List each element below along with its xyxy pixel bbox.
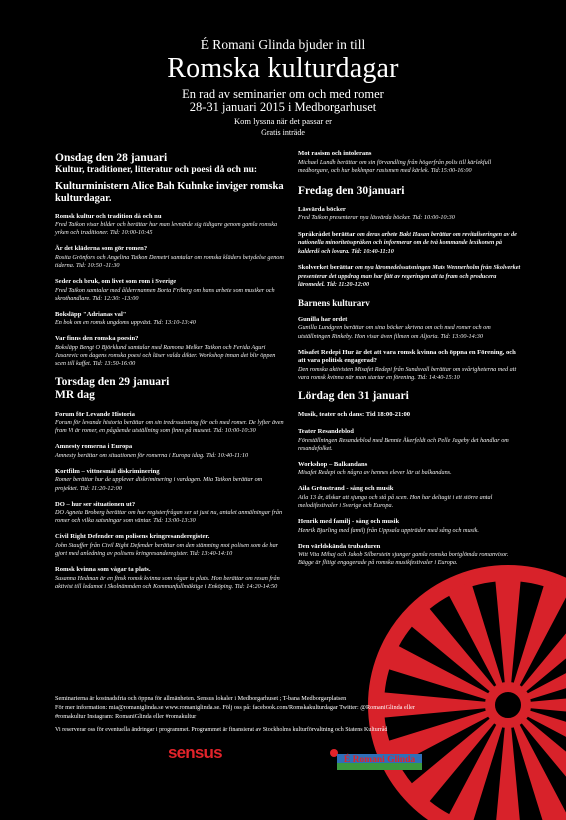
event: Boksläpp "Adrianas val" En bok om en romsk ungdoms uppväxt. Tid: 13:10-13:40 (55, 310, 196, 327)
day-heading-saturday: Lördag den 31 januari (298, 389, 409, 402)
event: Aila Grönstrand - sång och musik Aila 13 år, älskar att sjunga och stå på scen. Hon har deltagit i ett större antal melodifestivaler i Sverige och Europa. (298, 485, 493, 509)
event: Skolverket berättar om nya läromedelssatsningen Mats Wennerholm från Skolverket presenterar det uppdrag man har fått av regeringen att ta fram och producera läromedel. Tid: 11:20-12:00 (298, 264, 521, 289)
event: Var finns den romska poesin? Boksläpp Bengt O Björklund samtalar med Ramona Melker Taikon och Ferida Aguri Jasarevic om dagens romska poesi och läser valda dikter. Workshop innan det blir öppen scen till kaffet. Tid: 13:50-16:00 (55, 335, 276, 368)
sensus-logo: sensus (168, 743, 222, 762)
day-heading-wednesday: Onsdag den 28 januari (55, 152, 168, 164)
free-entry: Gratis inträde (261, 128, 305, 137)
event: Workshop – Balkandans Misafet Redepi och några av hennes elever lär ut balkandans. (298, 460, 452, 477)
day-theme: Kultur, traditioner, litteratur och poesi då och nu: (55, 165, 258, 176)
event: Den världskända trubaduren Witt Vita Mihaj och Jakob Silberstein sjunger gamla romska bortglömda romanvisor. Bägge är flitigt engagerade på romska musikfestivaler i Europa. (298, 542, 509, 567)
day-theme-mr: MR dag (55, 389, 95, 402)
section-barnens-kulturarv: Barnens kulturarv (298, 297, 370, 308)
event: Amnesty romerna i Europa Amnesty berättar om situationen för romerna i Europa idag. Tid: 10:40-11:10 (55, 443, 249, 459)
event: DO – hur ser situationen ut? DO Agneta Broberg berättar om hur registerfrågan ser ut just nu, antalet anmälningar från romer och vilka satsningar som väntar. Tid: 13:00-13:30 (55, 500, 283, 525)
saturday-theme: Musik, teater och dans: Tid 18:00-21:00 (298, 411, 411, 419)
event: Språkrådet berättar om deras arbete Bakt Hasan berättar om revitaliseringen av de nationella minoritetsspråken och informerar om de två kommande lexikonen på kalderdš och lovara. Tid: 10:40-11:10 (298, 230, 517, 255)
footer-contact: För mer information: mia@romaniglinda.se www.romaniglinda.se. Följ oss på: facebook.com/Romskakulturdagar Twitter: @RomaniGlinda eller (55, 703, 415, 711)
poster-title: Romska kulturdagar (167, 53, 399, 84)
event: Seder och bruk, om livet som rom i Sverige Fred Taikon samtalar med ålderrnannen Borta Friberg om hans arbete som musiker och skrothandlare. Tid: 12:30: -13:00 (55, 278, 275, 302)
minister-line: Kulturministern Alice Bah Kuhnke inviger romska kulturdagar. (55, 180, 284, 204)
event: Romsk kultur och tradition då och nu Fred Taikon visar bilder och berättar hur man levnärde sig tidigare genom gamla romska yrken och traditioner. Tid: 10:00-10:45 (55, 212, 278, 237)
intro-line: É Romani Glinda bjuder in till (200, 37, 366, 52)
event: Romsk kvinna som vågar ta plats. Susanna Hedman är en finsk romsk kvinna som vågar ta plats. Hon berättar om resan från aktivist till ledamot i Skolnämnden och Kommunfullmäktige i Enköping. Tid: 14:20-14:50 (55, 565, 280, 590)
footer-disclaimer: Vi reserverar oss för eventuella ändringar i programmet. Programmet är finansierat av Stockholms kulturförvaltning och Statens Kulturråd (55, 727, 388, 733)
event: Teater Resandeblod Föreställningen Resandeblod med Bennie Åkerfeldt och Pelle Jageby det handlar om resandefolket. (298, 428, 509, 452)
subtitle-2: 28-31 januari 2015 i Medborgarhuset (189, 100, 377, 114)
event: Läsvärda böcker Fred Taikon presenterar nya läsvärda böcker. Tid: 10:00-10:30 (298, 205, 455, 222)
wheel-spoke (495, 725, 521, 820)
right-column (298, 150, 523, 575)
wheel-spoke (495, 577, 521, 685)
romani-glinda-logo: É Romani Glinda (337, 754, 422, 770)
event: Civil Right Defender om polisens kringresanderegister. John Stauffer från Civil Right Defender berättar om den stämning mot polisen som de har gjort med anledning av polisens kringresanderegister. Tid: 13:40-14:10 (55, 533, 279, 557)
welcome-line: Kom lyssna när det passar er (234, 116, 332, 126)
footer-info (55, 695, 525, 722)
day-heading-thursday: Torsdag den 29 januari (55, 376, 170, 389)
event: Kortfilm – vittnesmål diskriminering Romer berättar hur de upplever diskriminering i vardagen. Mia Taikon berättar om projektet. Tid: 11:20-12:00 (55, 467, 263, 492)
event: Gunilla har ordet Gunilla Lundgren berättar om sina böcker skrivna om och med romer och om utställningen Rinkeby. Hon visar även filmen om Aljoria. Tid: 13:00-14:30 (298, 315, 491, 340)
event: Misafet Redepi Hur är det att vara romsk kvinna och öppna en Förening, och att vara politisk engagerad? Den romska aktivisten Misafet Redepi från Sundsvall berättar om svårigheterna med att vara romsk kvinna när man startar en förening. Tid: 14:40-15:10 (298, 348, 517, 381)
day-heading-friday: Fredag den 30januari (298, 184, 405, 197)
left-column (55, 152, 285, 599)
event: Forum för Levande Historia Forum för levande historia berättar om sin tredrssatsning för och med romer. De lyfter även fram Vi är romer, en pågående utställning som finns på museet. Tid: 10:00-10:30 (55, 410, 284, 435)
event: Är det kläderna som gör romen? Rosita Grönfors och Angelina Taikon Demetri samtalar om romska kläders betydelse genom tiderna. Tid: 10:50 -11:30 (55, 245, 284, 270)
footer-social: #romakultur Instagram: RomaniGlinda eller #romakultur (55, 712, 197, 720)
event: Henrik med familj - sång och musik Henrik Bjurling med familj från Uppsala uppträder med sång och musik. (298, 518, 479, 534)
event: Mot rasism och intolerans Michael Lundh berättar om sin förvandling från högerfrån polis till kärlekfull medborgare, och hur beklmpar rasismen med kärlek. Tid:15:00-16:00 (298, 150, 492, 174)
footer-line: Seminarierna är kostnadsfria och öppna för allmänheten. Sensus lokaler i Medborgarhuset ; T-bana Medborgarplatsen (55, 695, 347, 702)
subtitle-1: En rad av seminarier om och med romer (182, 87, 384, 101)
